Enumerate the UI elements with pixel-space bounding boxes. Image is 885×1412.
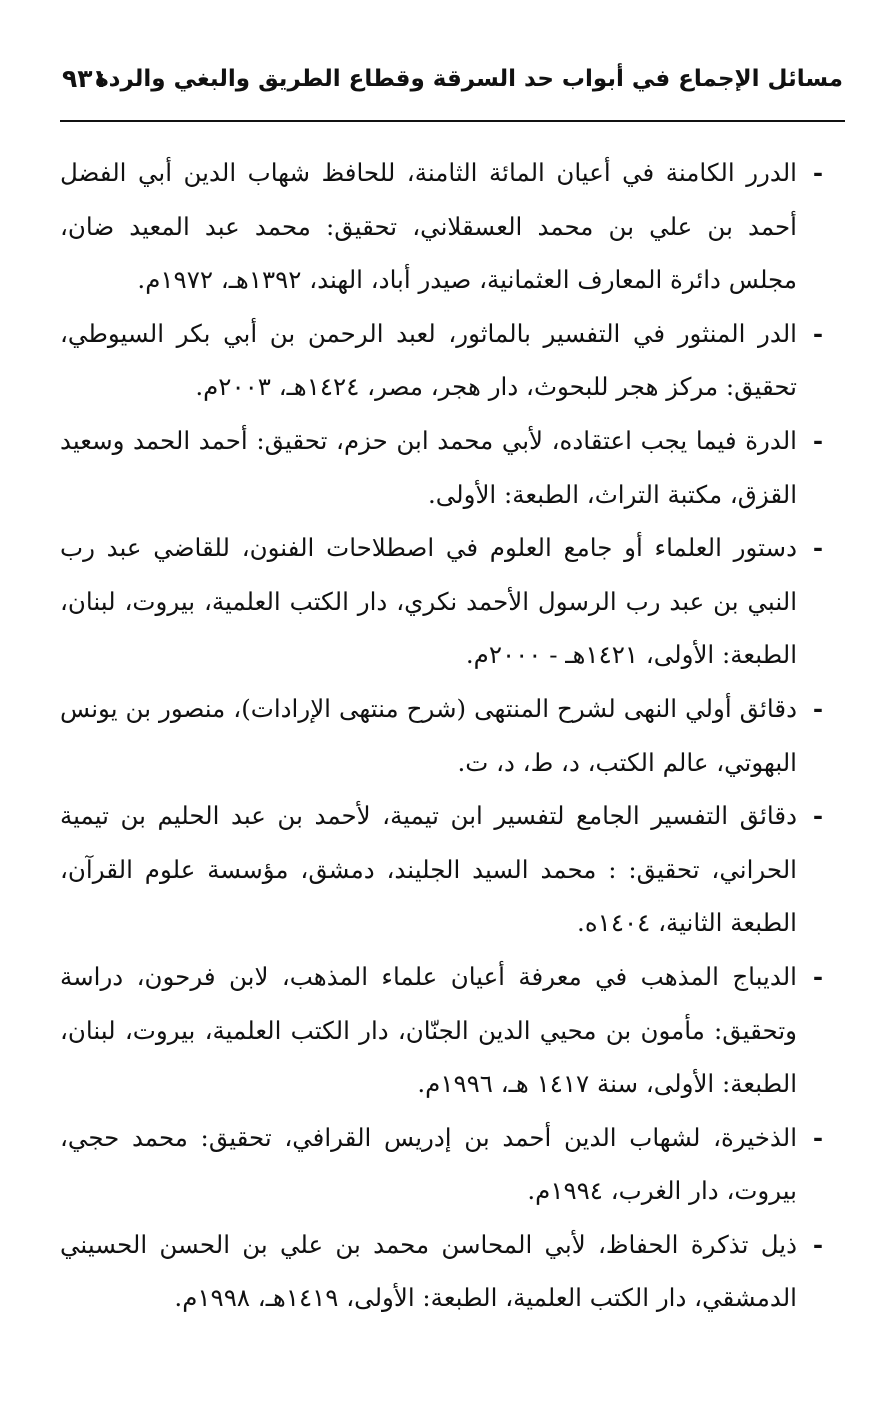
bibliography-entry [60, 1218, 823, 1325]
bibliography-entry [60, 682, 823, 789]
entry-dash: - [812, 425, 823, 455]
running-title: مسائل الإجماع في أبواب حد السرقة وقطاع الطريق والبغي والردة [95, 66, 843, 92]
running-header [62, 62, 843, 120]
entry-dash: - [812, 318, 823, 348]
entry-text: دقائق التفسير الجامع لتفسير ابن تيمية، لأحمد بن عبد الحليم بن تيمية الحراني، تحقيق: : محمد السيد الجليند، دمشق، مؤسسة علوم القرآن، الطبعة الثانية، ١٤٠٤ه. [60, 801, 797, 938]
entry-dash: - [812, 801, 823, 831]
bibliography-entry [60, 521, 823, 682]
entry-text: الذخيرة، لشهاب الدين أحمد بن إدريس القرافي، تحقيق: محمد حجي، بيروت، دار الغرب، ١٩٩٤م. [60, 1122, 797, 1206]
entry-text: الدر المنثور في التفسير بالماثور، لعبد الرحمن بن أبي بكر السيوطي، تحقيق: مركز هجر للبحوث، دار هجر، مصر، ١٤٢٤هـ، ٢٠٠٣م. [60, 318, 797, 402]
bibliography-entry [60, 146, 823, 307]
header-rule [60, 120, 845, 122]
bibliography-entry [60, 1111, 823, 1218]
bibliography-entry [60, 950, 823, 1111]
bibliography-entry [60, 307, 823, 414]
bibliography-list [60, 146, 823, 1325]
entry-text: دقائق أولي النهى لشرح المنتهى (شرح منتهى الإرادات)، منصور بن يونس البهوتي، عالم الكتب، د، ط، د، ت. [60, 693, 797, 777]
entry-dash: - [812, 961, 823, 991]
entry-text: الدرر الكامنة في أعيان المائة الثامنة، للحافظ شهاب الدين أبي الفضل أحمد بن علي بن محمد العسقلاني، تحقيق: محمد عبد المعيد ضان، مجلس دائرة المعارف العثمانية، صيدر أباد، الهند، ١٣٩٢هـ، ١٩٧٢م. [60, 158, 797, 295]
bibliography-entry [60, 414, 823, 521]
page-number: ٩٣١ [62, 64, 108, 93]
entry-dash: - [812, 1122, 823, 1152]
entry-dash: - [812, 158, 823, 187]
entry-text: ذيل تذكرة الحفاظ، لأبي المحاسن محمد بن علي بن الحسن الحسيني الدمشقي، دار الكتب العلمية، الطبعة: الأولى، ١٤١٩هـ، ١٩٩٨م. [60, 1229, 797, 1313]
entry-dash: - [812, 1229, 823, 1259]
entry-text: دستور العلماء أو جامع العلوم في اصطلاحات الفنون، للقاضي عبد رب النبي بن عبد رب الرسول الأحمد نكري، دار الكتب العلمية، بيروت، لبنان، الطبعة: الأولى، ١٤٢١هـ - ٢٠٠٠م. [60, 533, 797, 670]
entry-text: الدرة فيما يجب اعتقاده، لأبي محمد ابن حزم، تحقيق: أحمد الحمد وسعيد القزق، مكتبة التراث، الطبعة: الأولى. [60, 425, 797, 509]
entry-text: الديباج المذهب في معرفة أعيان علماء المذهب، لابن فرحون، دراسة وتحقيق: مأمون بن محيي الدين الجنّان، دار الكتب العلمية، بيروت، لبنان، الطبعة: الأولى، سنة ١٤١٧ هـ، ١٩٩٦م. [60, 961, 797, 1099]
entry-dash: - [812, 533, 823, 563]
bibliography-entry [60, 789, 823, 950]
entry-dash: - [812, 693, 823, 723]
